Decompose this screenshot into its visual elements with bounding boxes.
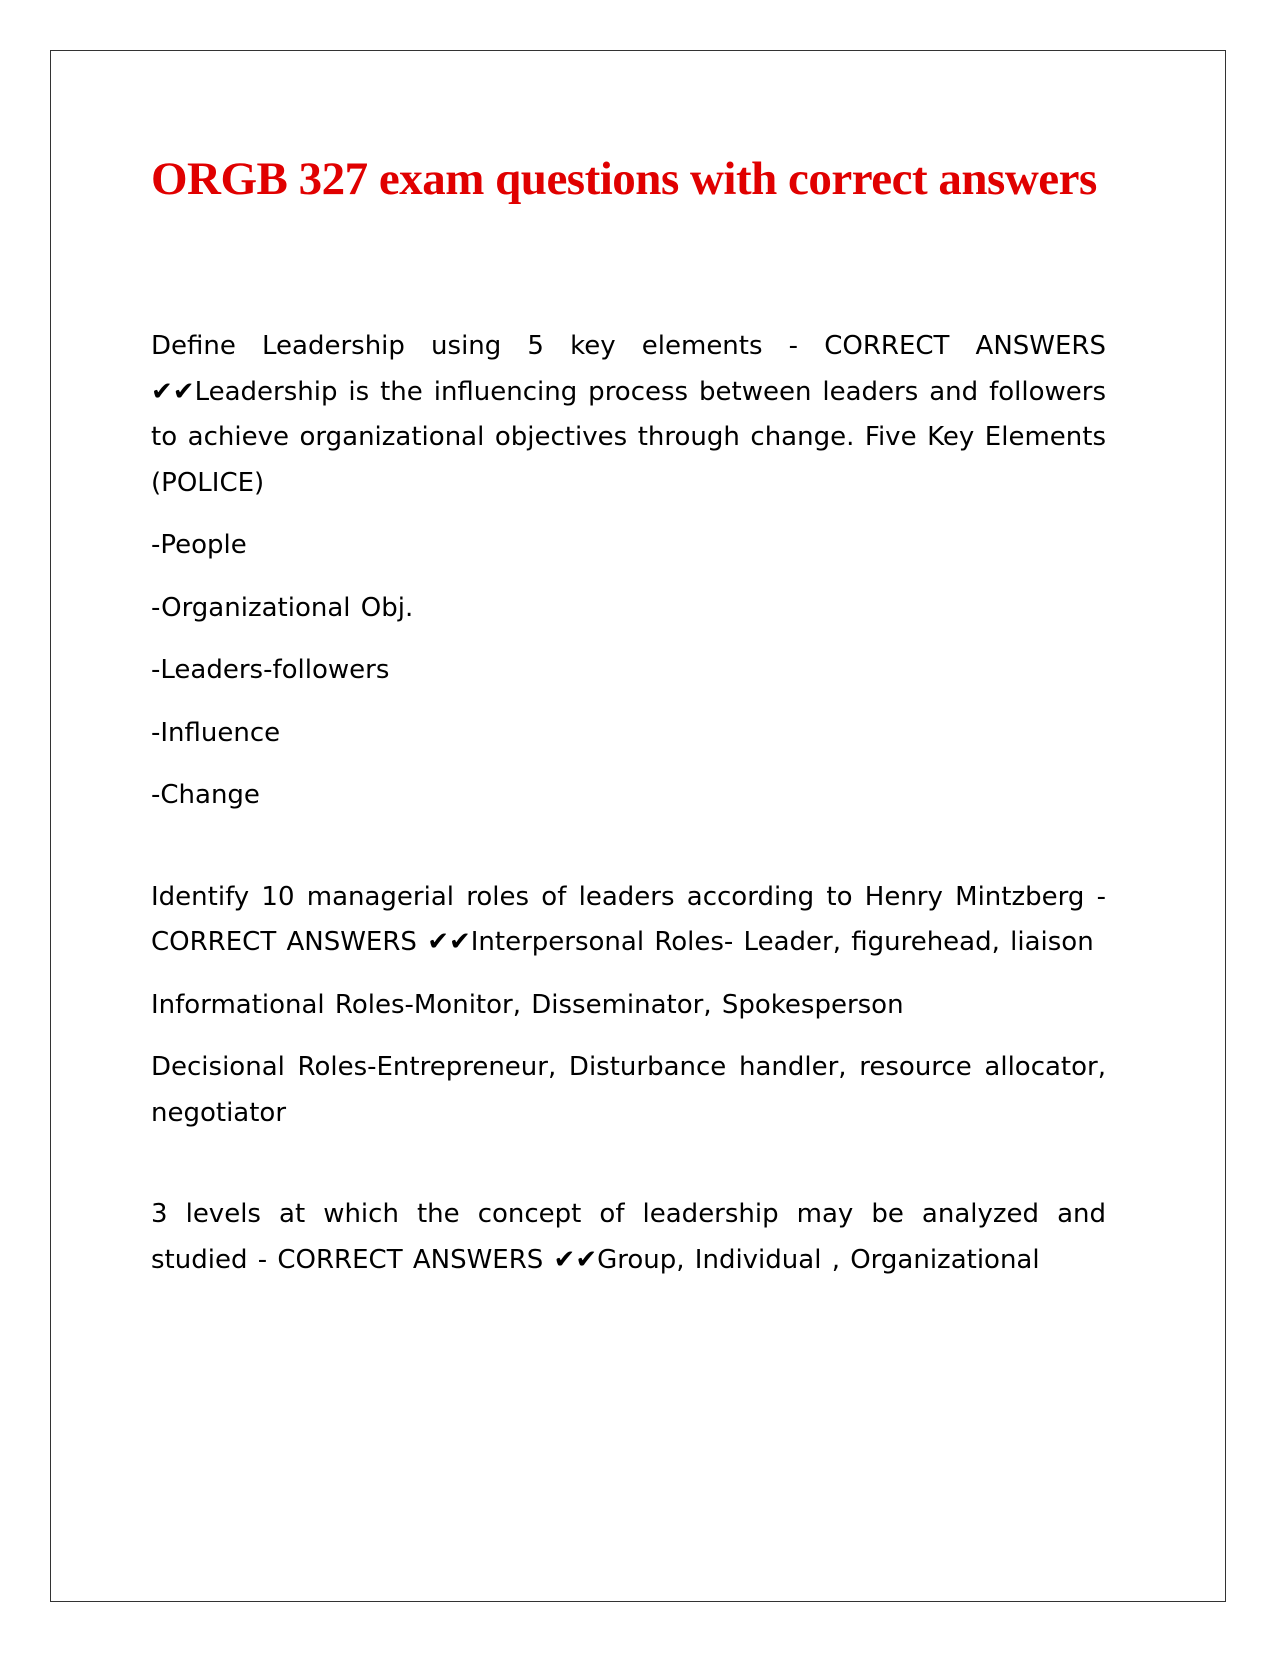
question-answer-paragraph: Define Leadership using 5 key elements - CORRECT ANSWERS ✔✔Leadership is the influencing process between leaders and followers to achieve organizational objectives through change. Five Key Elements (POLICE) — [151, 331, 1106, 498]
qa-list — [151, 324, 1106, 1283]
list-item: -Change — [151, 780, 260, 810]
list-item: -People — [151, 530, 247, 560]
qa-block-managerial-roles — [151, 875, 1106, 1137]
list-item: -Organizational Obj. — [151, 592, 414, 623]
qa-block-leadership-levels — [151, 1192, 1106, 1283]
answer-paragraph: Decisional Roles-Entrepreneur, Disturbance handler, resource allocator, negotiator — [151, 1052, 1106, 1128]
document-title: ORGB 327 exam questions with correct answers — [151, 153, 1097, 205]
qa-block-leadership-definition — [151, 324, 1106, 819]
list-item: -Influence — [151, 717, 281, 748]
document-content — [151, 145, 1106, 1339]
question-answer-paragraph: Identify 10 managerial roles of leaders according to Henry Mintzberg - CORRECT ANSWERS ✔✔Interpersonal Roles- Leader, figurehead, liaison — [151, 881, 1106, 957]
question-answer-paragraph: 3 levels at which the concept of leadership may be analyzed and studied - CORRECT ANSWERS ✔✔Group, Individual , Organizational — [151, 1199, 1106, 1275]
list-item: -Leaders-followers — [151, 655, 390, 685]
answer-paragraph: Informational Roles-Monitor, Disseminator, Spokesperson — [151, 989, 904, 1020]
